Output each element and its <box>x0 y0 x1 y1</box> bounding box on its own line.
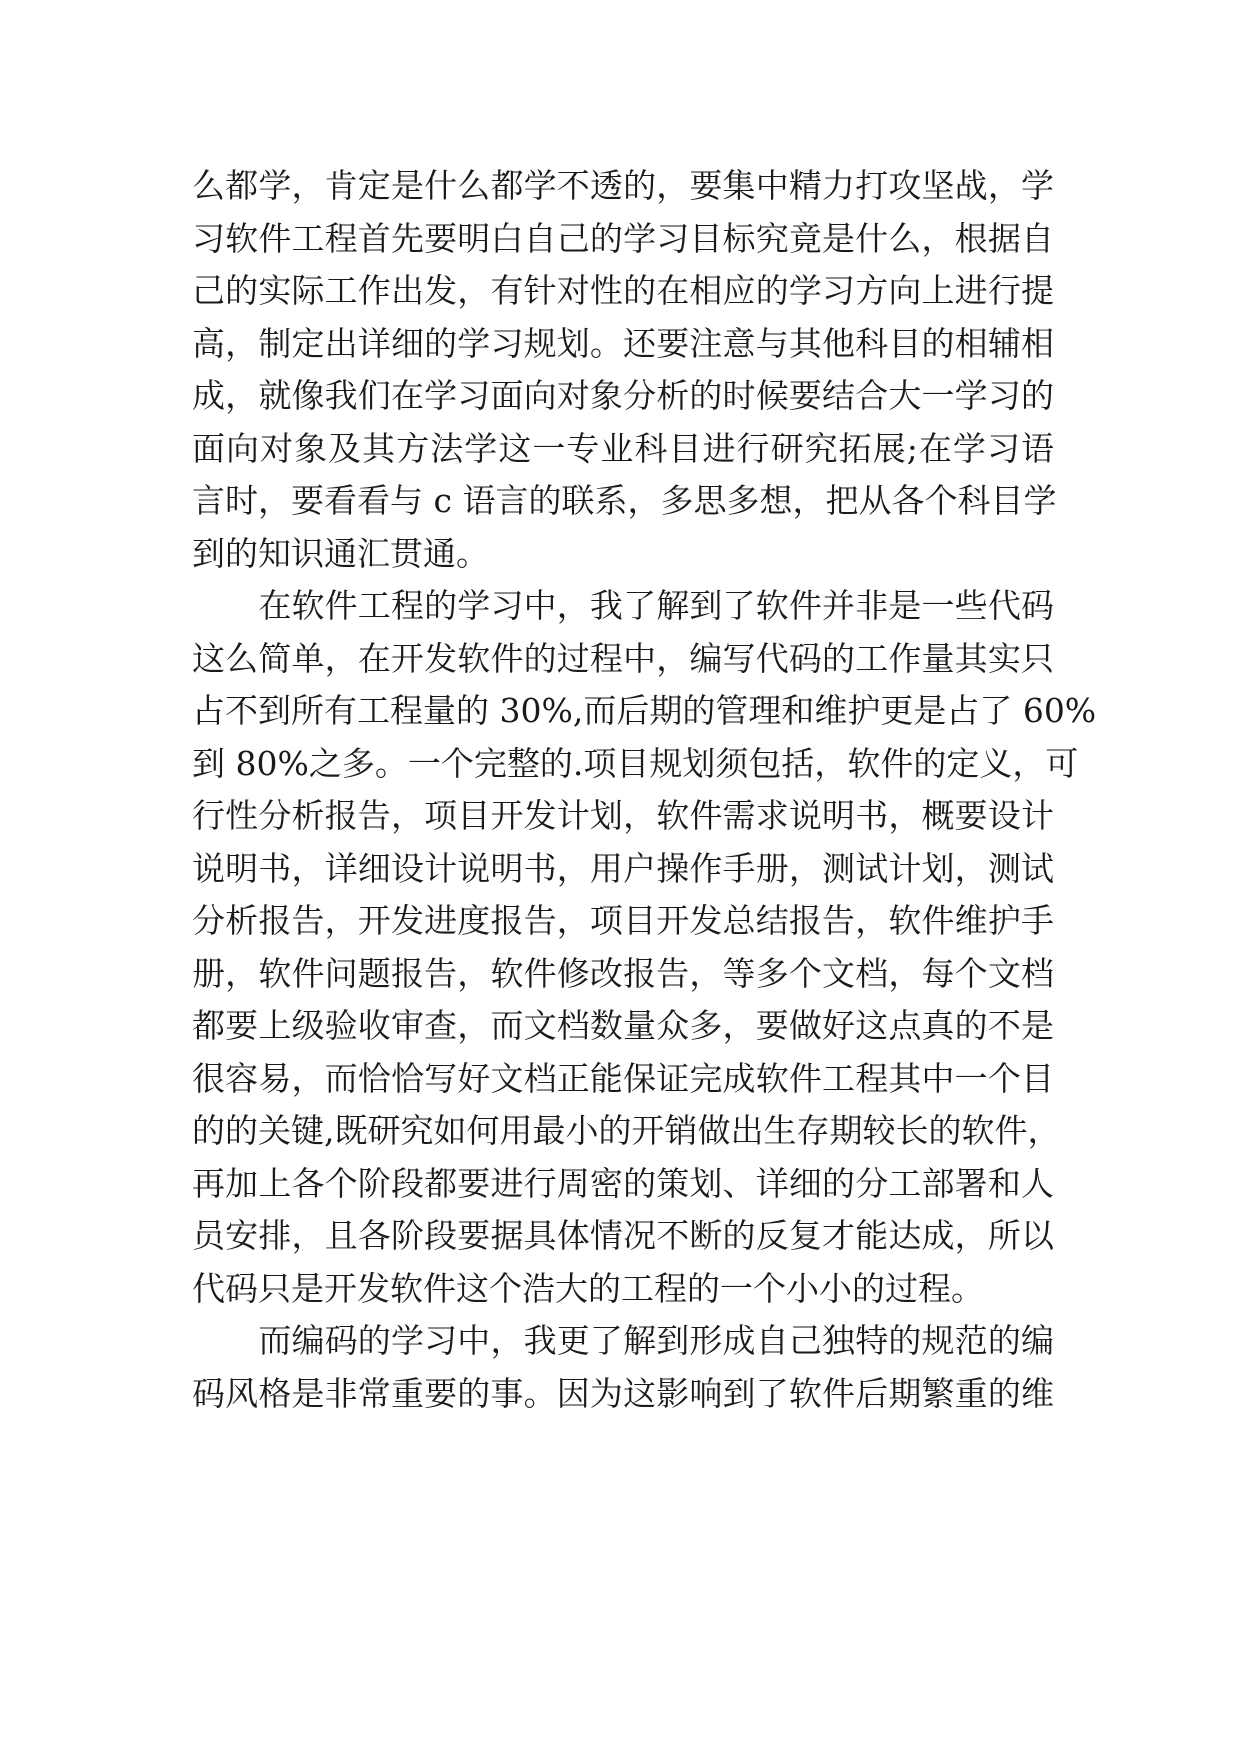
text-line: 习软件工程首先要明白自己的学习目标究竟是什么，根据自 <box>192 218 1054 258</box>
text-line: 都要上级验收审查，而文档数量众多，要做好这点真的不是 <box>192 1006 1054 1045</box>
text-line: 册，软件问题报告，软件修改报告，等多个文档，每个文档 <box>192 953 1054 993</box>
text-line: 成，就像我们在学习面向对象分析的时候要结合大一学习的 <box>192 376 1054 415</box>
text-line: 到 80%之多。一个完整的.项目规划须包括，软件的定义，可 <box>192 743 1079 783</box>
text-line: 高，制定出详细的学习规划。还要注意与其他科目的相辅相 <box>192 323 1054 363</box>
paragraph-2 <box>192 580 1097 1315</box>
text-line: 很容易，而恰恰写好文档正能保证完成软件工程其中一个目 <box>192 1058 1054 1098</box>
paragraph-3 <box>192 1315 1054 1420</box>
text-line: 么都学，肯定是什么都学不透的，要集中精力打攻坚战，学 <box>192 166 1054 205</box>
text-line: 言时，要看看与 c 语言的联系，多思多想，把从各个科目学 <box>192 481 1057 520</box>
text-line: 面向对象及其方法学这一专业科目进行研究拓展;在学习语 <box>192 428 1054 468</box>
text-line: 行性分析报告，项目开发计划，软件需求说明书，概要设计 <box>192 796 1054 835</box>
text-line: 员安排，且各阶段要据具体情况不断的反复才能达成，所以 <box>192 1216 1054 1255</box>
text-line: 再加上各个阶段都要进行周密的策划、详细的分工部署和人 <box>192 1163 1054 1203</box>
text-line: 在软件工程的学习中，我了解到了软件并非是一些代码 <box>192 586 1054 625</box>
text-line: 到的知识通汇贯通。 <box>192 533 489 573</box>
text-line: 的的关键,既研究如何用最小的开销做出生存期较长的软件， <box>192 1111 1061 1150</box>
text-line: 而编码的学习中，我更了解到形成自己独特的规范的编 <box>192 1321 1054 1360</box>
body-text <box>192 160 1097 1420</box>
text-line: 分析报告，开发进度报告，项目开发总结报告，软件维护手 <box>192 901 1054 940</box>
text-line: 代码只是开发软件这个浩大的工程的一个小小的过程。 <box>192 1268 984 1308</box>
text-line: 己的实际工作出发，有针对性的在相应的学习方向上进行提 <box>192 271 1054 310</box>
text-line: 码风格是非常重要的事。因为这影响到了软件后期繁重的维 <box>192 1373 1054 1413</box>
paragraph-1 <box>192 160 1057 580</box>
text-line: 这么简单，在开发软件的过程中，编写代码的工作量其实只 <box>192 638 1054 678</box>
text-line: 占不到所有工程量的 30%,而后期的管理和维护更是占了 60% <box>192 691 1097 730</box>
text-line: 说明书，详细设计说明书，用户操作手册，测试计划，测试 <box>192 848 1054 888</box>
